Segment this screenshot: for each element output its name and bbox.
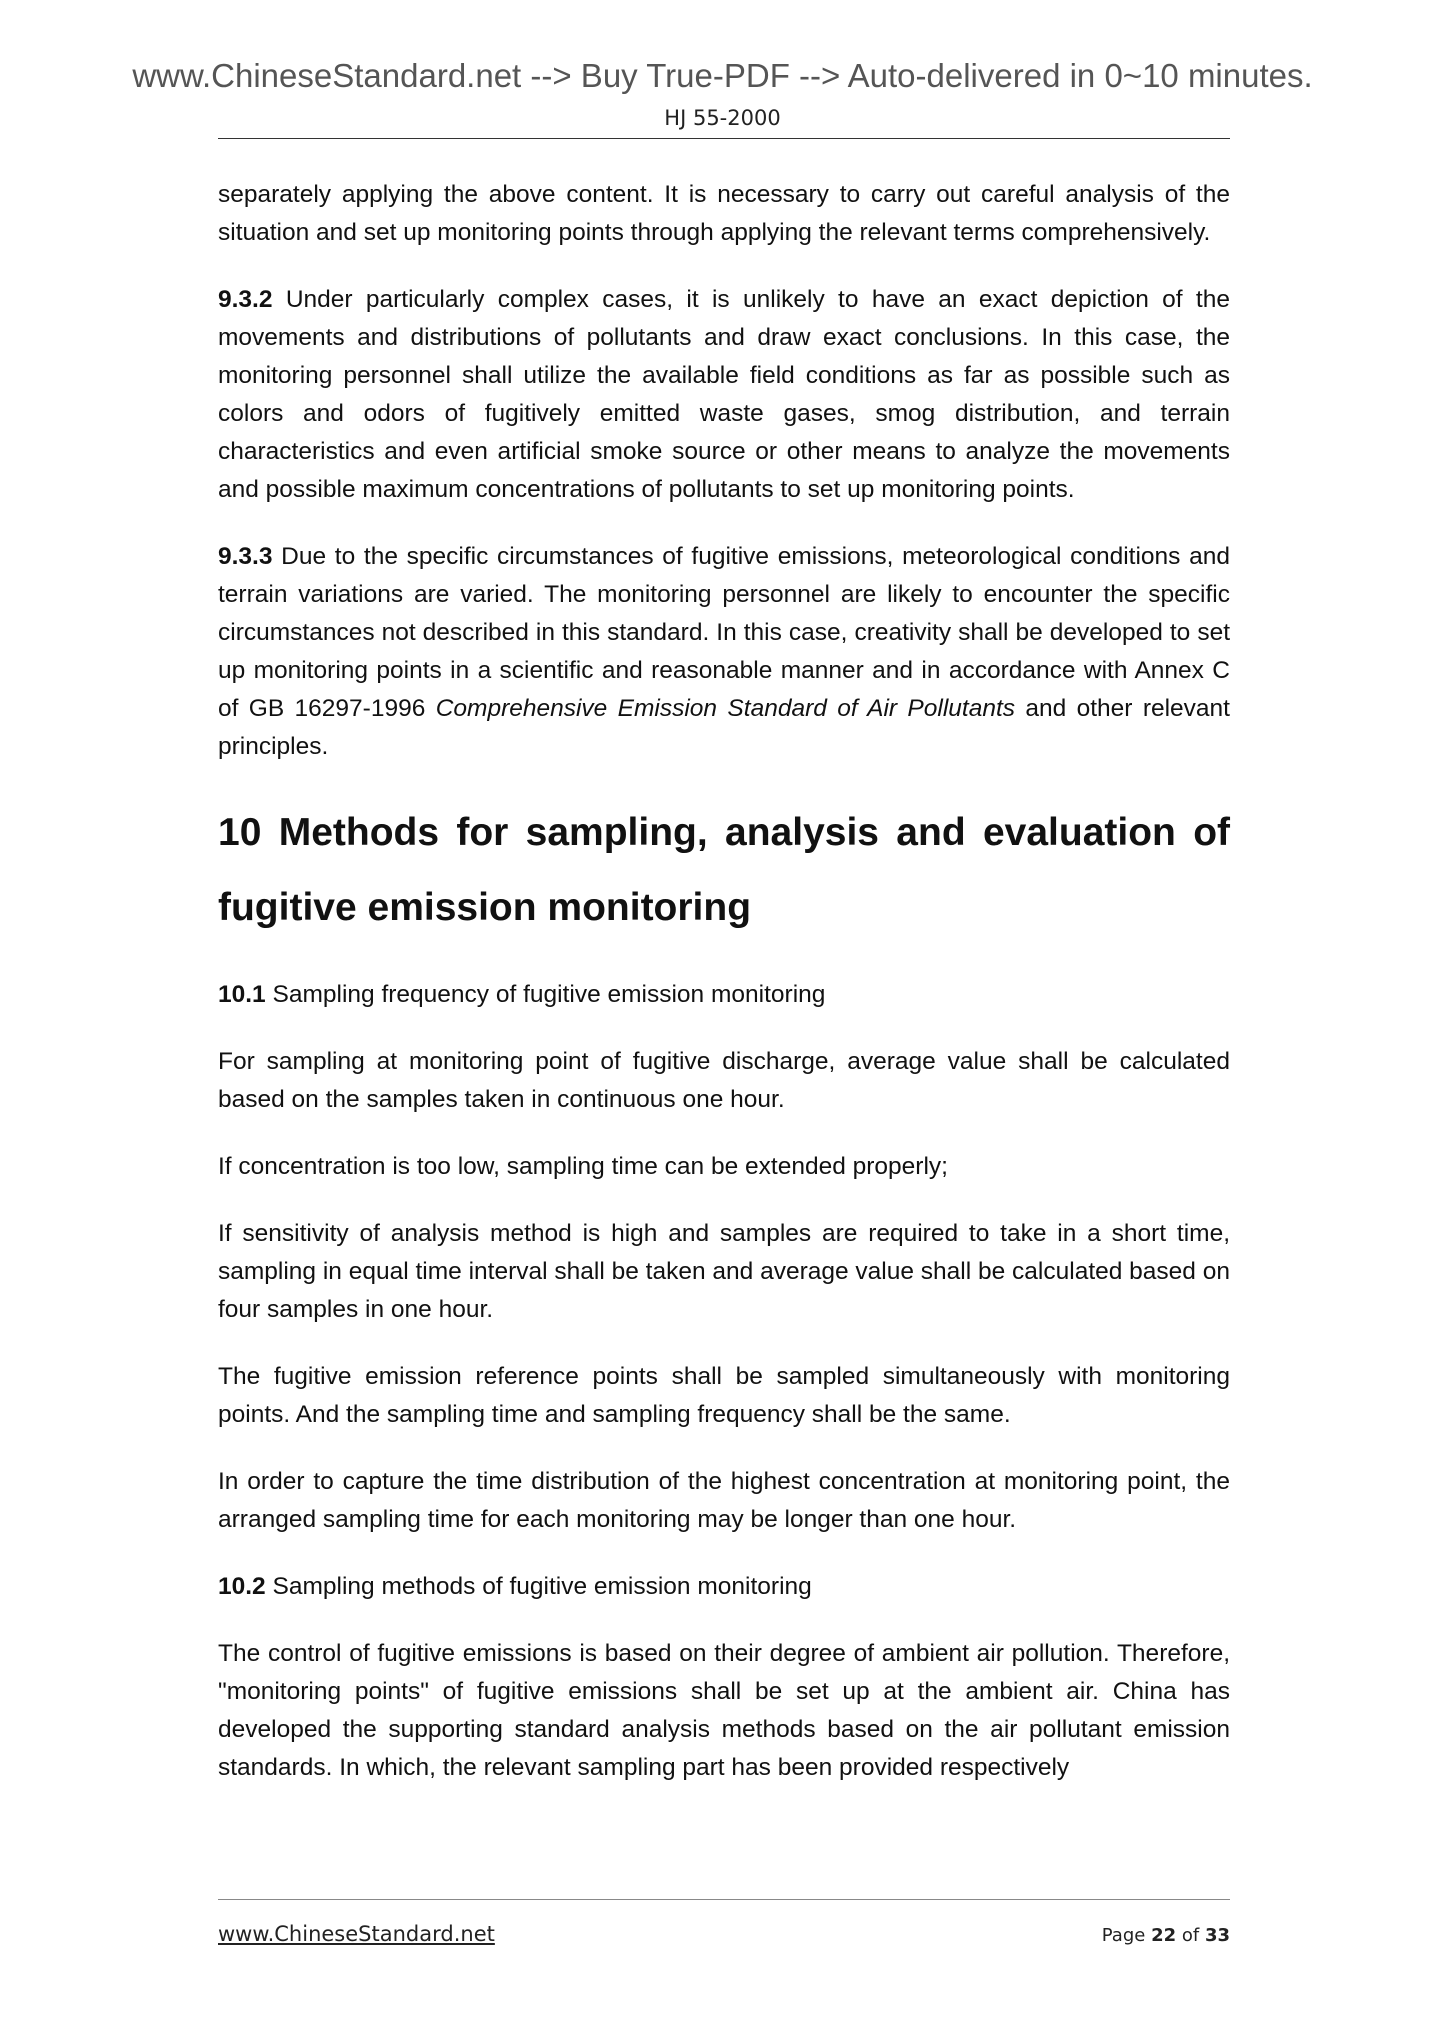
- subsection-10-1-title: 10.1 Sampling frequency of fugitive emission monitoring: [218, 981, 826, 1008]
- paragraph-10-1-d: The fugitive emission reference points shall be sampled simultaneously with monitoring points. And the sampling time and sampling frequency shall be the same.: [218, 1363, 1230, 1428]
- standard-title: Comprehensive Emission Standard of Air Pollutants: [435, 695, 1016, 722]
- document-code: HJ 55-2000: [664, 106, 781, 130]
- paragraph-10-1-a: For sampling at monitoring point of fugitive discharge, average value shall be calculated based on the samples taken in continuous one hour.: [218, 1048, 1230, 1113]
- top-banner: www.ChineseStandard.net --> Buy True-PDF --> Auto-delivered in 0~10 minutes.: [132, 57, 1313, 94]
- paragraph-9-3-2: 9.3.2 Under particularly complex cases, it is unlikely to have an exact depiction of the movements and distributions of pollutants and draw exact conclusions. In this case, the monitoring personnel shall utilize the available field conditions as far as possible such as colors and odors of fugitively emitted waste gases, smog distribution, and terrain characteristics and even artificial smoke source or other means to analyze the movements and possible maximum concentrations of pollutants to set up monitoring points.: [218, 286, 1230, 503]
- paragraph-intro: separately applying the above content. It is necessary to carry out careful analysis of the situation and set up monitoring points through applying the relevant terms comprehensively.: [218, 181, 1230, 246]
- paragraph-10-2-a: The control of fugitive emissions is based on their degree of ambient air pollution. Therefore, "monitoring points" of fugitive emissions shall be set up at the ambient air. China has developed the supporting standard analysis methods based on the air pollutant emission standards. In which, the relevant sampling part has been provided respectively: [218, 1640, 1230, 1781]
- clause-number-9-3-3: 9.3.3: [218, 543, 273, 570]
- footer-divider: [218, 1899, 1230, 1900]
- clause-number-9-3-2: 9.3.2: [218, 286, 273, 313]
- paragraph-9-3-3: 9.3.3 Due to the specific circumstances of fugitive emissions, meteorological conditions and terrain variations are varied. The monitoring personnel are likely to encounter the specific circumstances not described in this standard. In this case, creativity shall be developed to set up monitoring points in a scientific and reasonable manner and in accordance with Annex C of GB 16297-1996 Comprehensive Emission Standard of Air Pollutants and other relevant principles.: [218, 543, 1230, 760]
- paragraph-10-1-c: If sensitivity of analysis method is high and samples are required to take in a short time, sampling in equal time interval shall be taken and average value shall be calculated based on four samples in one hour.: [218, 1220, 1230, 1323]
- paragraph-10-1-b: If concentration is too low, sampling time can be extended properly;: [218, 1153, 948, 1180]
- page-number: Page 22 of 33: [1101, 1925, 1230, 1946]
- subsection-10-2-title: 10.2 Sampling methods of fugitive emission monitoring: [218, 1573, 812, 1600]
- header-divider: [218, 138, 1230, 139]
- page-content: [218, 176, 1230, 1816]
- footer-website-link[interactable]: www.ChineseStandard.net: [218, 1922, 495, 1946]
- section-10-heading: 10 Methods for sampling, analysis and evaluation of fugitive emission monitoring: [218, 811, 1230, 929]
- paragraph-10-1-e: In order to capture the time distribution of the highest concentration at monitoring point, the arranged sampling time for each monitoring may be longer than one hour.: [218, 1468, 1230, 1533]
